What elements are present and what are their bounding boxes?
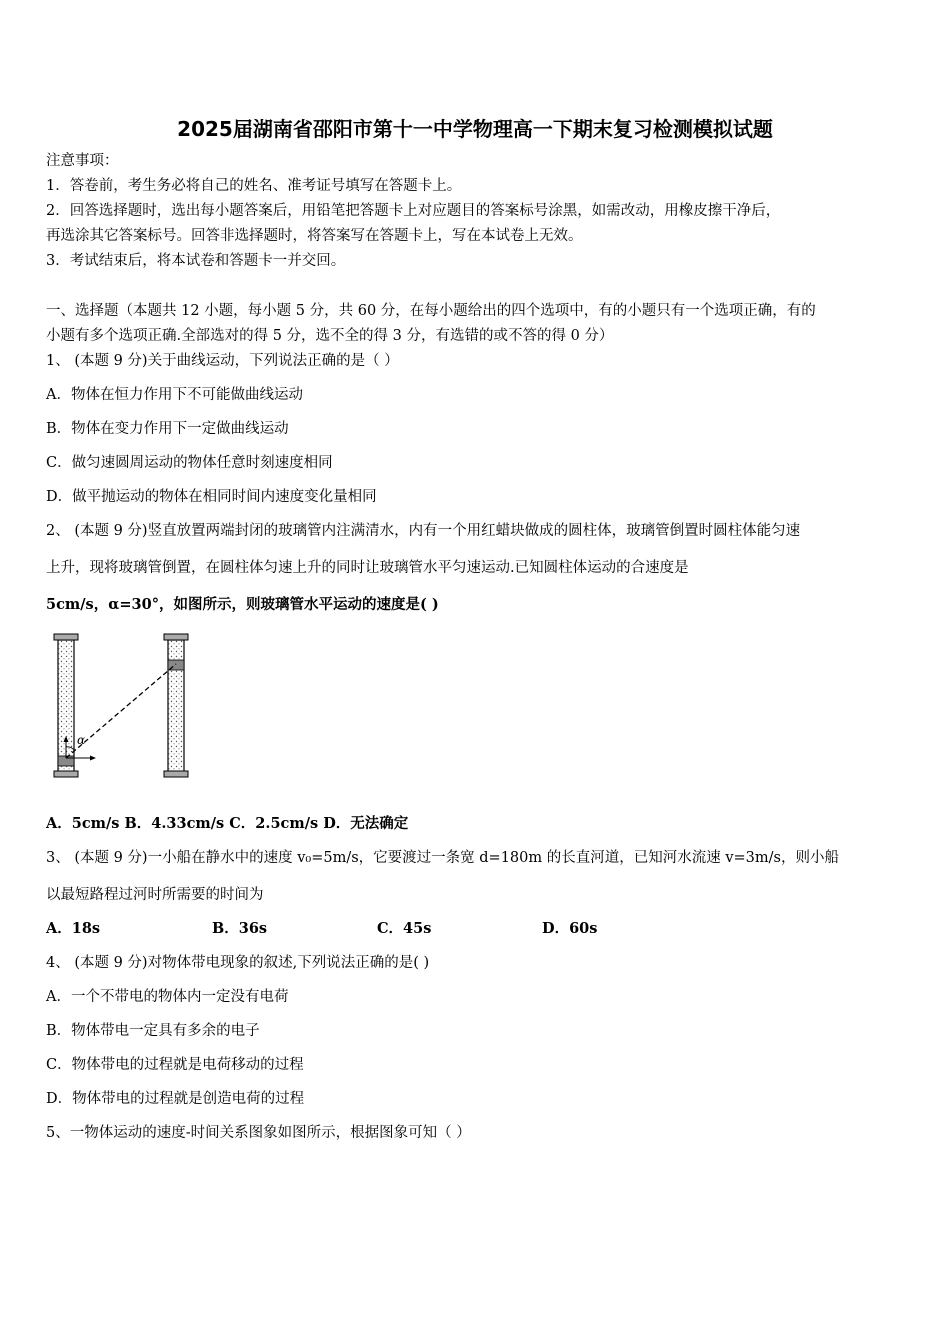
notice-item-2a: 2．回答选择题时，选出每小题答案后，用铅笔把答题卡上对应题目的答案标号涂黑，如需改动，用橡皮擦干净后，	[46, 203, 781, 219]
exam-title: 2025届湖南省邵阳市第十一中学物理高一下期末复习检测模拟试题	[177, 117, 773, 141]
q2-stem-line2: 上升，现将玻璃管倒置，在圆柱体匀速上升的同时让玻璃管水平匀速运动.已知圆柱体运动的合速度是	[46, 560, 689, 576]
alpha-label: α	[77, 733, 86, 747]
q2-stem-line1: 2、 (本题 9 分)竖直放置两端封闭的玻璃管内注满清水，内有一个用红蜡块做成的圆柱体，玻璃管倒置时圆柱体能匀速	[46, 523, 801, 539]
q1-option-b: B．物体在变力作用下一定做曲线运动	[46, 421, 289, 437]
q1-stem: 1、 (本题 9 分)关于曲线运动，下列说法正确的是（ ）	[46, 353, 399, 369]
glass-tube-figure	[50, 630, 200, 780]
section-heading-line1: 一、选择题（本题共 12 小题，每小题 5 分，共 60 分，在每小题给出的四个选项中，有的小题只有一个选项正确，有的	[46, 303, 816, 319]
q3-option-d: D．60s	[542, 920, 598, 937]
q1-option-d: D．做平抛运动的物体在相同时间内速度变化量相同	[46, 489, 377, 505]
q2-stem-line3: 5cm/s，α=30°，如图所示，则玻璃管水平运动的速度是( )	[46, 596, 439, 613]
notice-item-3: 3．考试结束后，将本试卷和答题卡一并交回。	[46, 253, 346, 269]
q4-option-c: C．物体带电的过程就是电荷移动的过程	[46, 1057, 304, 1073]
q4-option-d: D．物体带电的过程就是创造电荷的过程	[46, 1091, 305, 1107]
q4-option-b: B．物体带电一定具有多余的电子	[46, 1023, 260, 1039]
section-heading-line2: 小题有多个选项正确.全部选对的得 5 分，选不全的得 3 分，有选错的或不答的得 0 分）	[46, 328, 614, 344]
notice-item-1: 1．答卷前，考生务必将自己的姓名、准考证号填写在答题卡上。	[46, 178, 462, 194]
notice-item-2b: 再选涂其它答案标号。回答非选择题时，将答案写在答题卡上，写在本试卷上无效。	[46, 228, 583, 244]
q4-option-a: A．一个不带电的物体内一定没有电荷	[46, 989, 289, 1005]
q4-stem: 4、 (本题 9 分)对物体带电现象的叙述,下列说法正确的是( )	[46, 955, 430, 971]
q3-option-c: C．45s	[377, 920, 432, 937]
q5-stem: 5、一物体运动的速度-时间关系图象如图所示，根据图象可知（ ）	[46, 1125, 471, 1141]
q1-option-c: C．做匀速圆周运动的物体任意时刻速度相同	[46, 455, 333, 471]
q3-option-a: A．18s	[46, 920, 101, 937]
q3-stem-line2: 以最短路程过河时所需要的时间为	[46, 887, 264, 903]
q3-option-b: B．36s	[212, 920, 268, 937]
q1-option-a: A．物体在恒力作用下不可能做曲线运动	[46, 387, 303, 403]
q3-stem-line1: 3、 (本题 9 分)一小船在静水中的速度 v₀=5m/s，它要渡过一条宽 d=180m 的长直河道，已知河水流速 v=3m/s，则小船	[46, 850, 839, 866]
notice-heading: 注意事项：	[46, 153, 119, 169]
q2-options: A．5cm/s B．4.33cm/s C．2.5cm/s D．无法确定	[46, 815, 409, 832]
right-tube	[164, 634, 188, 777]
